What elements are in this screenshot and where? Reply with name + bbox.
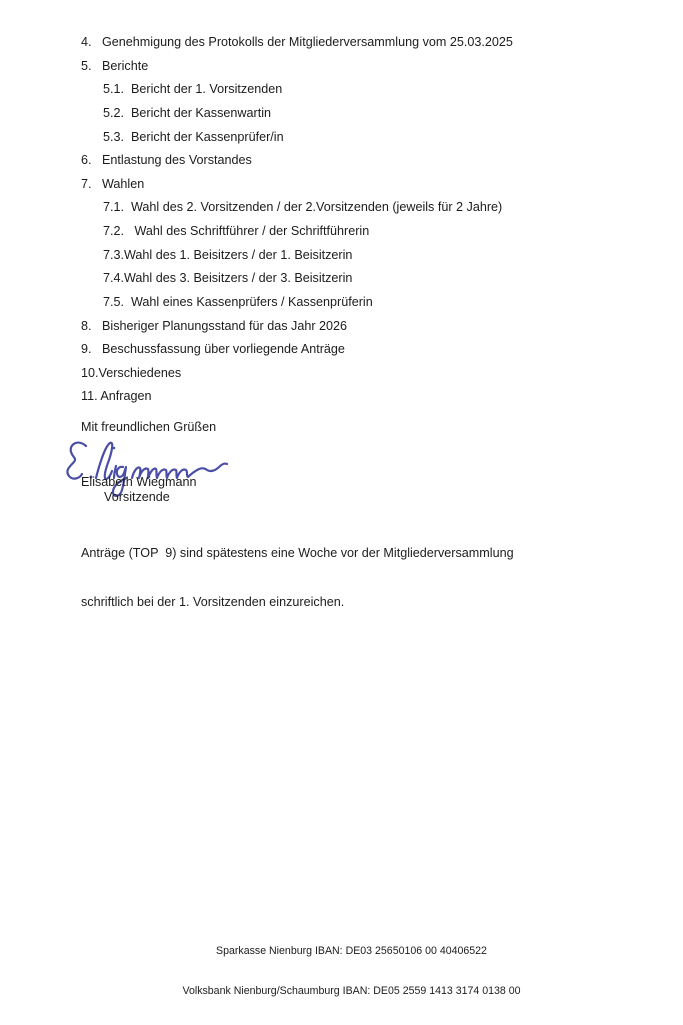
agenda-item: 7. Wahlen xyxy=(81,176,145,191)
signer-name: Elisabeth Wiegmann xyxy=(81,475,197,489)
agenda-item: 5.1. Bericht der 1. Vorsitzenden xyxy=(103,82,283,97)
agenda-item: 7.4.Wahl des 3. Beisitzers / der 3. Beisitzerin xyxy=(103,271,353,286)
signature-i-dot xyxy=(113,447,116,450)
agenda-item: 5.2. Bericht der Kassenwartin xyxy=(103,105,271,120)
submission-note-line-2: schriftlich bei der 1. Vorsitzenden einzureichen. xyxy=(81,595,345,610)
signature-loop-stroke xyxy=(96,443,112,479)
footer-line-volksbank: Volksbank Nienburg/Schaumburg IBAN: DE05 2559 1413 3174 0138 00 xyxy=(182,985,521,998)
agenda-item: 9. Beschussfassung über vorliegende Anträge xyxy=(81,342,345,357)
agenda-item: 7.2. Wahl des Schriftführer / der Schriftführerin xyxy=(103,224,370,238)
agenda-item: 7.3.Wahl des 1. Beisitzers / der 1. Beisitzerin xyxy=(103,247,353,262)
agenda-item: 11. Anfragen xyxy=(81,389,152,404)
signer-role: Vorsitzende xyxy=(104,490,170,504)
closing-salutation: Mit freundlichen Grüßen xyxy=(81,420,217,434)
agenda-item: 5.3. Bericht der Kassenprüfer/in xyxy=(103,129,284,144)
agenda-item: 5. Berichte xyxy=(81,58,149,73)
submission-note xyxy=(81,513,514,643)
submission-note-line-1: Anträge (TOP 9) sind spätestens eine Woche vor der Mitgliederversammlung xyxy=(81,546,514,561)
signature-initial-e xyxy=(67,443,86,479)
agenda-item: 8. Bisheriger Planungsstand für das Jahr 2026 xyxy=(81,318,348,333)
agenda-item: 6. Entlastung des Vorstandes xyxy=(81,153,252,168)
agenda-item: 7.5. Wahl eines Kassenprüfers / Kassenprüferin xyxy=(103,294,373,309)
agenda-item: 7.1. Wahl des 2. Vorsitzenden / der 2.Vorsitzenden (jeweils für 2 Jahre) xyxy=(103,200,503,215)
footer-line-sparkasse: Sparkasse Nienburg IBAN: DE03 25650106 00 40406522 xyxy=(216,944,487,957)
agenda-item: 10.Verschiedenes xyxy=(81,365,182,380)
agenda-list xyxy=(81,31,653,409)
footer-bank-details xyxy=(20,918,683,1025)
agenda-item: 4. Genehmigung des Protokolls der Mitgliederversammlung vom 25.03.2025 xyxy=(81,35,513,49)
